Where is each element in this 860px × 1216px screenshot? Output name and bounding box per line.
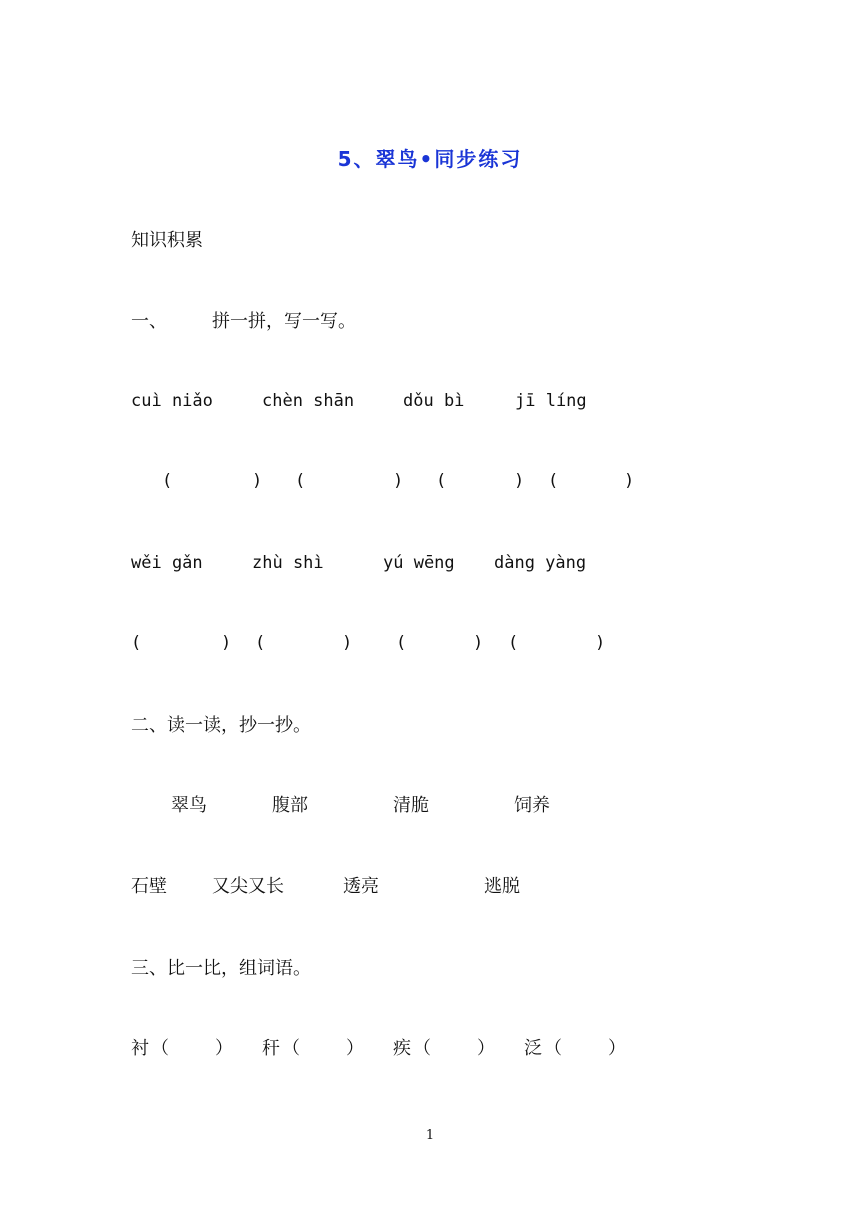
compare-char: 泛 bbox=[524, 1038, 542, 1059]
pinyin-item: zhù shì bbox=[252, 553, 324, 573]
answer-paren-close: ） bbox=[608, 1038, 626, 1059]
copy-word: 翠鸟 bbox=[171, 795, 207, 816]
copy-word: 逃脱 bbox=[484, 876, 520, 897]
q1-label: 拼一拼，写一写。 bbox=[212, 311, 356, 332]
copy-word: 透亮 bbox=[343, 876, 379, 897]
answer-paren-close: ） bbox=[215, 1038, 233, 1059]
answer-paren-close: ) bbox=[252, 471, 263, 491]
answer-paren-open: （ bbox=[544, 1038, 562, 1059]
answer-paren-open: （ bbox=[282, 1038, 300, 1059]
answer-paren-open: ( bbox=[436, 471, 447, 491]
compare-char: 秆 bbox=[262, 1038, 280, 1059]
page-number: 1 bbox=[425, 1128, 435, 1143]
answer-paren-close: ) bbox=[624, 471, 635, 491]
compare-char: 疾 bbox=[393, 1038, 411, 1059]
pinyin-item: wěi gǎn bbox=[131, 553, 203, 573]
answer-paren-open: ( bbox=[396, 633, 407, 653]
copy-word: 腹部 bbox=[272, 795, 308, 816]
pinyin-item: dǒu bì bbox=[403, 391, 465, 411]
answer-paren-close: ) bbox=[342, 633, 353, 653]
answer-paren-close: ) bbox=[595, 633, 606, 653]
compare-char: 衬 bbox=[131, 1038, 149, 1059]
pinyin-item: dàng yàng bbox=[494, 553, 587, 573]
answer-paren-close: ) bbox=[473, 633, 484, 653]
q3-label: 三、比一比，组词语。 bbox=[131, 958, 311, 979]
answer-paren-close: ) bbox=[393, 471, 404, 491]
pinyin-item: cuì niǎo bbox=[131, 391, 213, 411]
pinyin-item: jī líng bbox=[515, 391, 587, 411]
answer-paren-open: （ bbox=[413, 1038, 431, 1059]
answer-paren-open: ( bbox=[131, 633, 142, 653]
answer-paren-open: ( bbox=[548, 471, 559, 491]
answer-paren-open: ( bbox=[295, 471, 306, 491]
pinyin-item: yú wēng bbox=[383, 553, 455, 573]
answer-paren-open: （ bbox=[151, 1038, 169, 1059]
answer-paren-close: ) bbox=[221, 633, 232, 653]
section-heading: 知识积累 bbox=[131, 230, 203, 251]
page-title: 5、翠鸟•同步练习 bbox=[337, 147, 523, 171]
answer-paren-open: ( bbox=[162, 471, 173, 491]
copy-word: 又尖又长 bbox=[212, 876, 284, 897]
answer-paren-open: ( bbox=[508, 633, 519, 653]
copy-word: 清脆 bbox=[393, 795, 429, 816]
answer-paren-close: ) bbox=[514, 471, 525, 491]
copy-word: 饲养 bbox=[514, 795, 550, 816]
answer-paren-close: ） bbox=[477, 1038, 495, 1059]
copy-word: 石壁 bbox=[131, 876, 167, 897]
q2-label: 二、读一读，抄一抄。 bbox=[131, 715, 311, 736]
answer-paren-close: ） bbox=[346, 1038, 364, 1059]
q1-number: 一、 bbox=[131, 311, 167, 332]
pinyin-item: chèn shān bbox=[262, 391, 355, 411]
answer-paren-open: ( bbox=[255, 633, 266, 653]
